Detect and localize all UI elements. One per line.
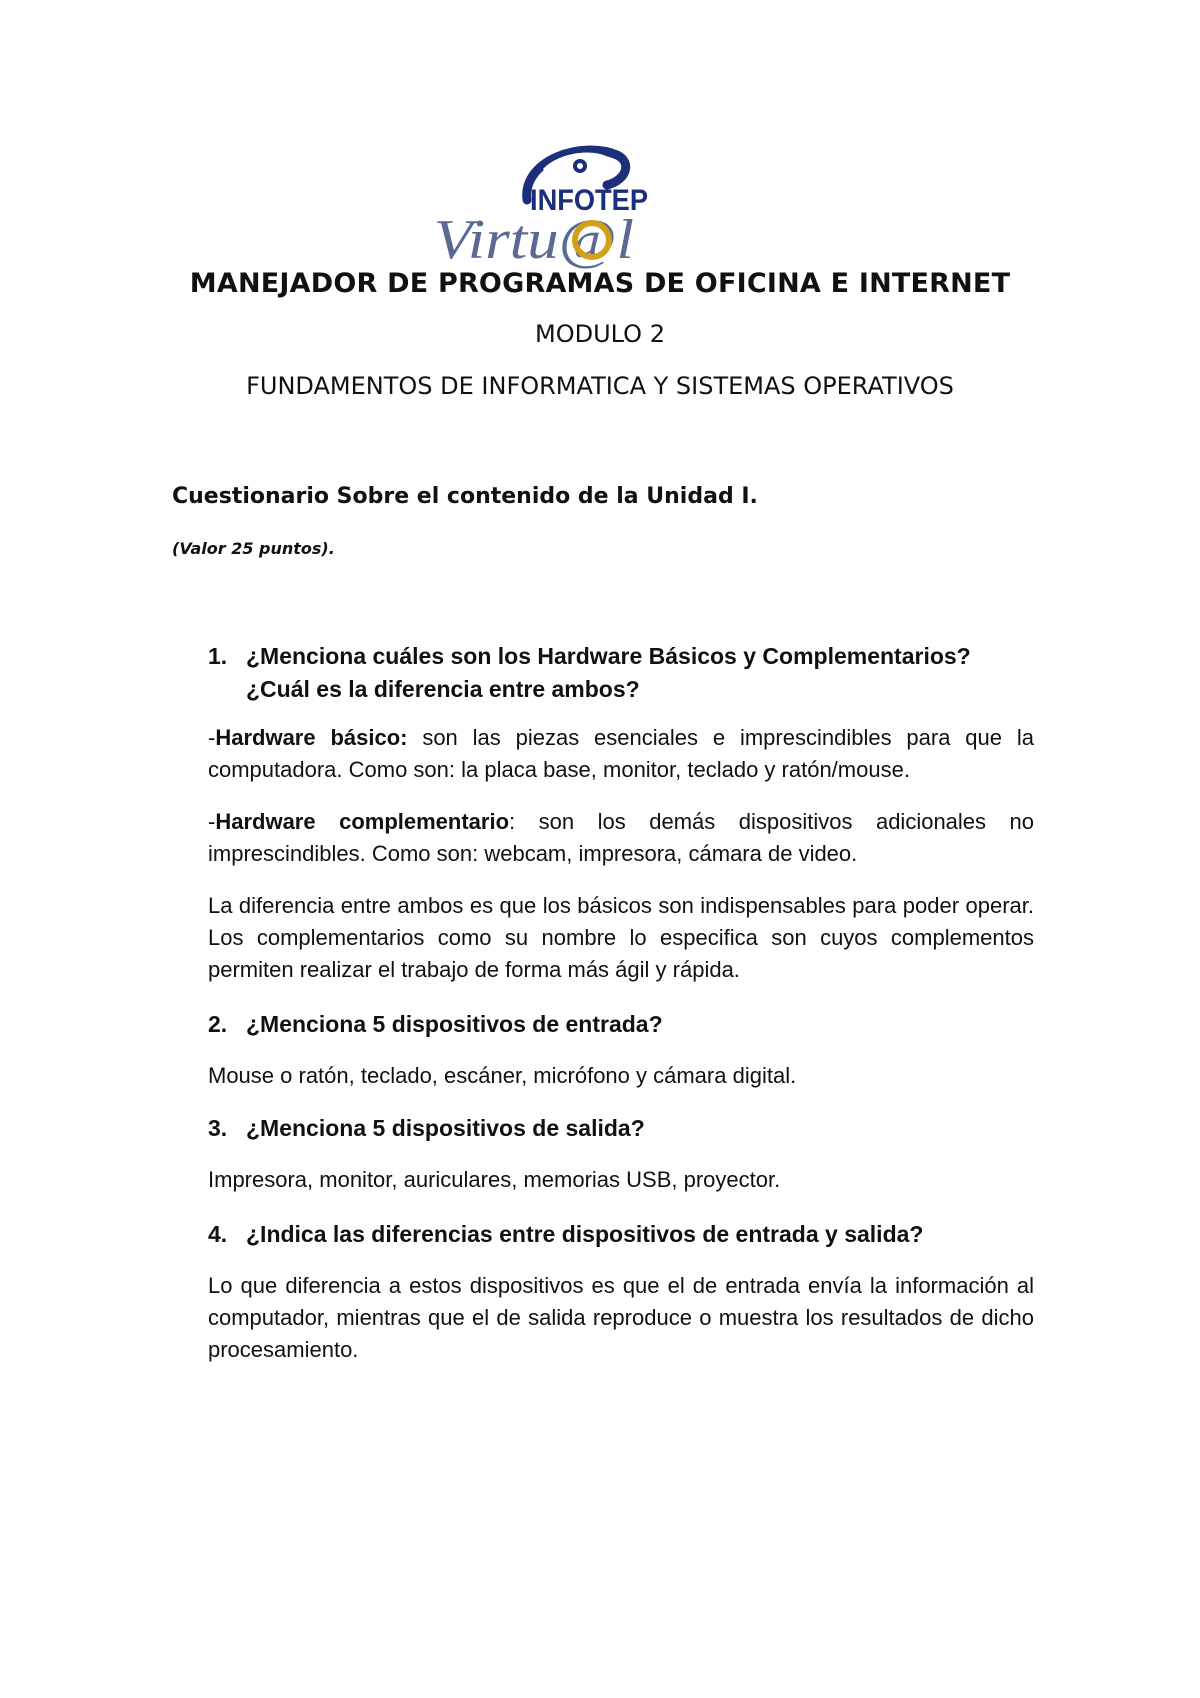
quiz-title: Cuestionario Sobre el contenido de la Unidad I. (172, 484, 758, 509)
answer-paragraph: La diferencia entre ambos es que los básicos son indispensables para poder operar. Los complementarios como su nombre lo especifica son cuyos complementos permiten realizar el trabajo de forma más ágil y rápida. (208, 893, 1034, 982)
logo-script: Virtu@l (434, 209, 634, 270)
question-1 (208, 640, 1034, 706)
page-title: MANEJADOR DE PROGRAMAS DE OFICINA E INTERNET (189, 268, 1011, 299)
module-label: MODULO 2 (535, 320, 665, 348)
question-text: ¿Menciona cuáles son los Hardware Básicos y Complementarios? ¿Cuál es la diferencia entre ambos? (246, 643, 971, 702)
question-2 (208, 1008, 1034, 1041)
subject-title: FUNDAMENTOS DE INFORMATICA Y SISTEMAS OPERATIVOS (246, 372, 954, 400)
question-number: 2. (208, 1011, 228, 1037)
quiz-value: (Valor 25 puntos). (172, 539, 335, 558)
answer-paragraph: -Hardware complementario: son los demás dispositivos adicionales no imprescindibles. Como son: webcam, impresora, cámara de video. (208, 809, 1034, 866)
term: Hardware básico: (215, 725, 408, 750)
question-text: ¿Menciona 5 dispositivos de salida? (246, 1115, 645, 1141)
question-4 (208, 1218, 1034, 1251)
answer-paragraph: Lo que diferencia a estos dispositivos es que el de entrada envía la información al computador, mientras que el de salida reproduce o muestra los resultados de dicho procesamiento. (208, 1273, 1034, 1362)
answer-paragraph: Impresora, monitor, auriculares, memorias USB, proyector. (208, 1167, 781, 1192)
question-number: 1. (208, 643, 228, 669)
infotep-virtual-logo (432, 140, 662, 270)
question-3 (208, 1112, 1034, 1145)
answer-paragraph: Mouse o ratón, teclado, escáner, micrófono y cámara digital. (208, 1063, 797, 1088)
question-text: ¿Menciona 5 dispositivos de entrada? (246, 1011, 663, 1037)
question-number: 3. (208, 1115, 228, 1141)
answer-paragraph: -Hardware básico: son las piezas esenciales e imprescindibles para que la computadora. Como son: la placa base, monitor, teclado y ratón/mouse. (208, 725, 1034, 782)
logo-brand: INFOTEP (530, 184, 648, 217)
question-text: ¿Indica las diferencias entre dispositivos de entrada y salida? (246, 1221, 924, 1247)
term: Hardware complementario (215, 809, 510, 834)
question-number: 4. (208, 1221, 228, 1247)
